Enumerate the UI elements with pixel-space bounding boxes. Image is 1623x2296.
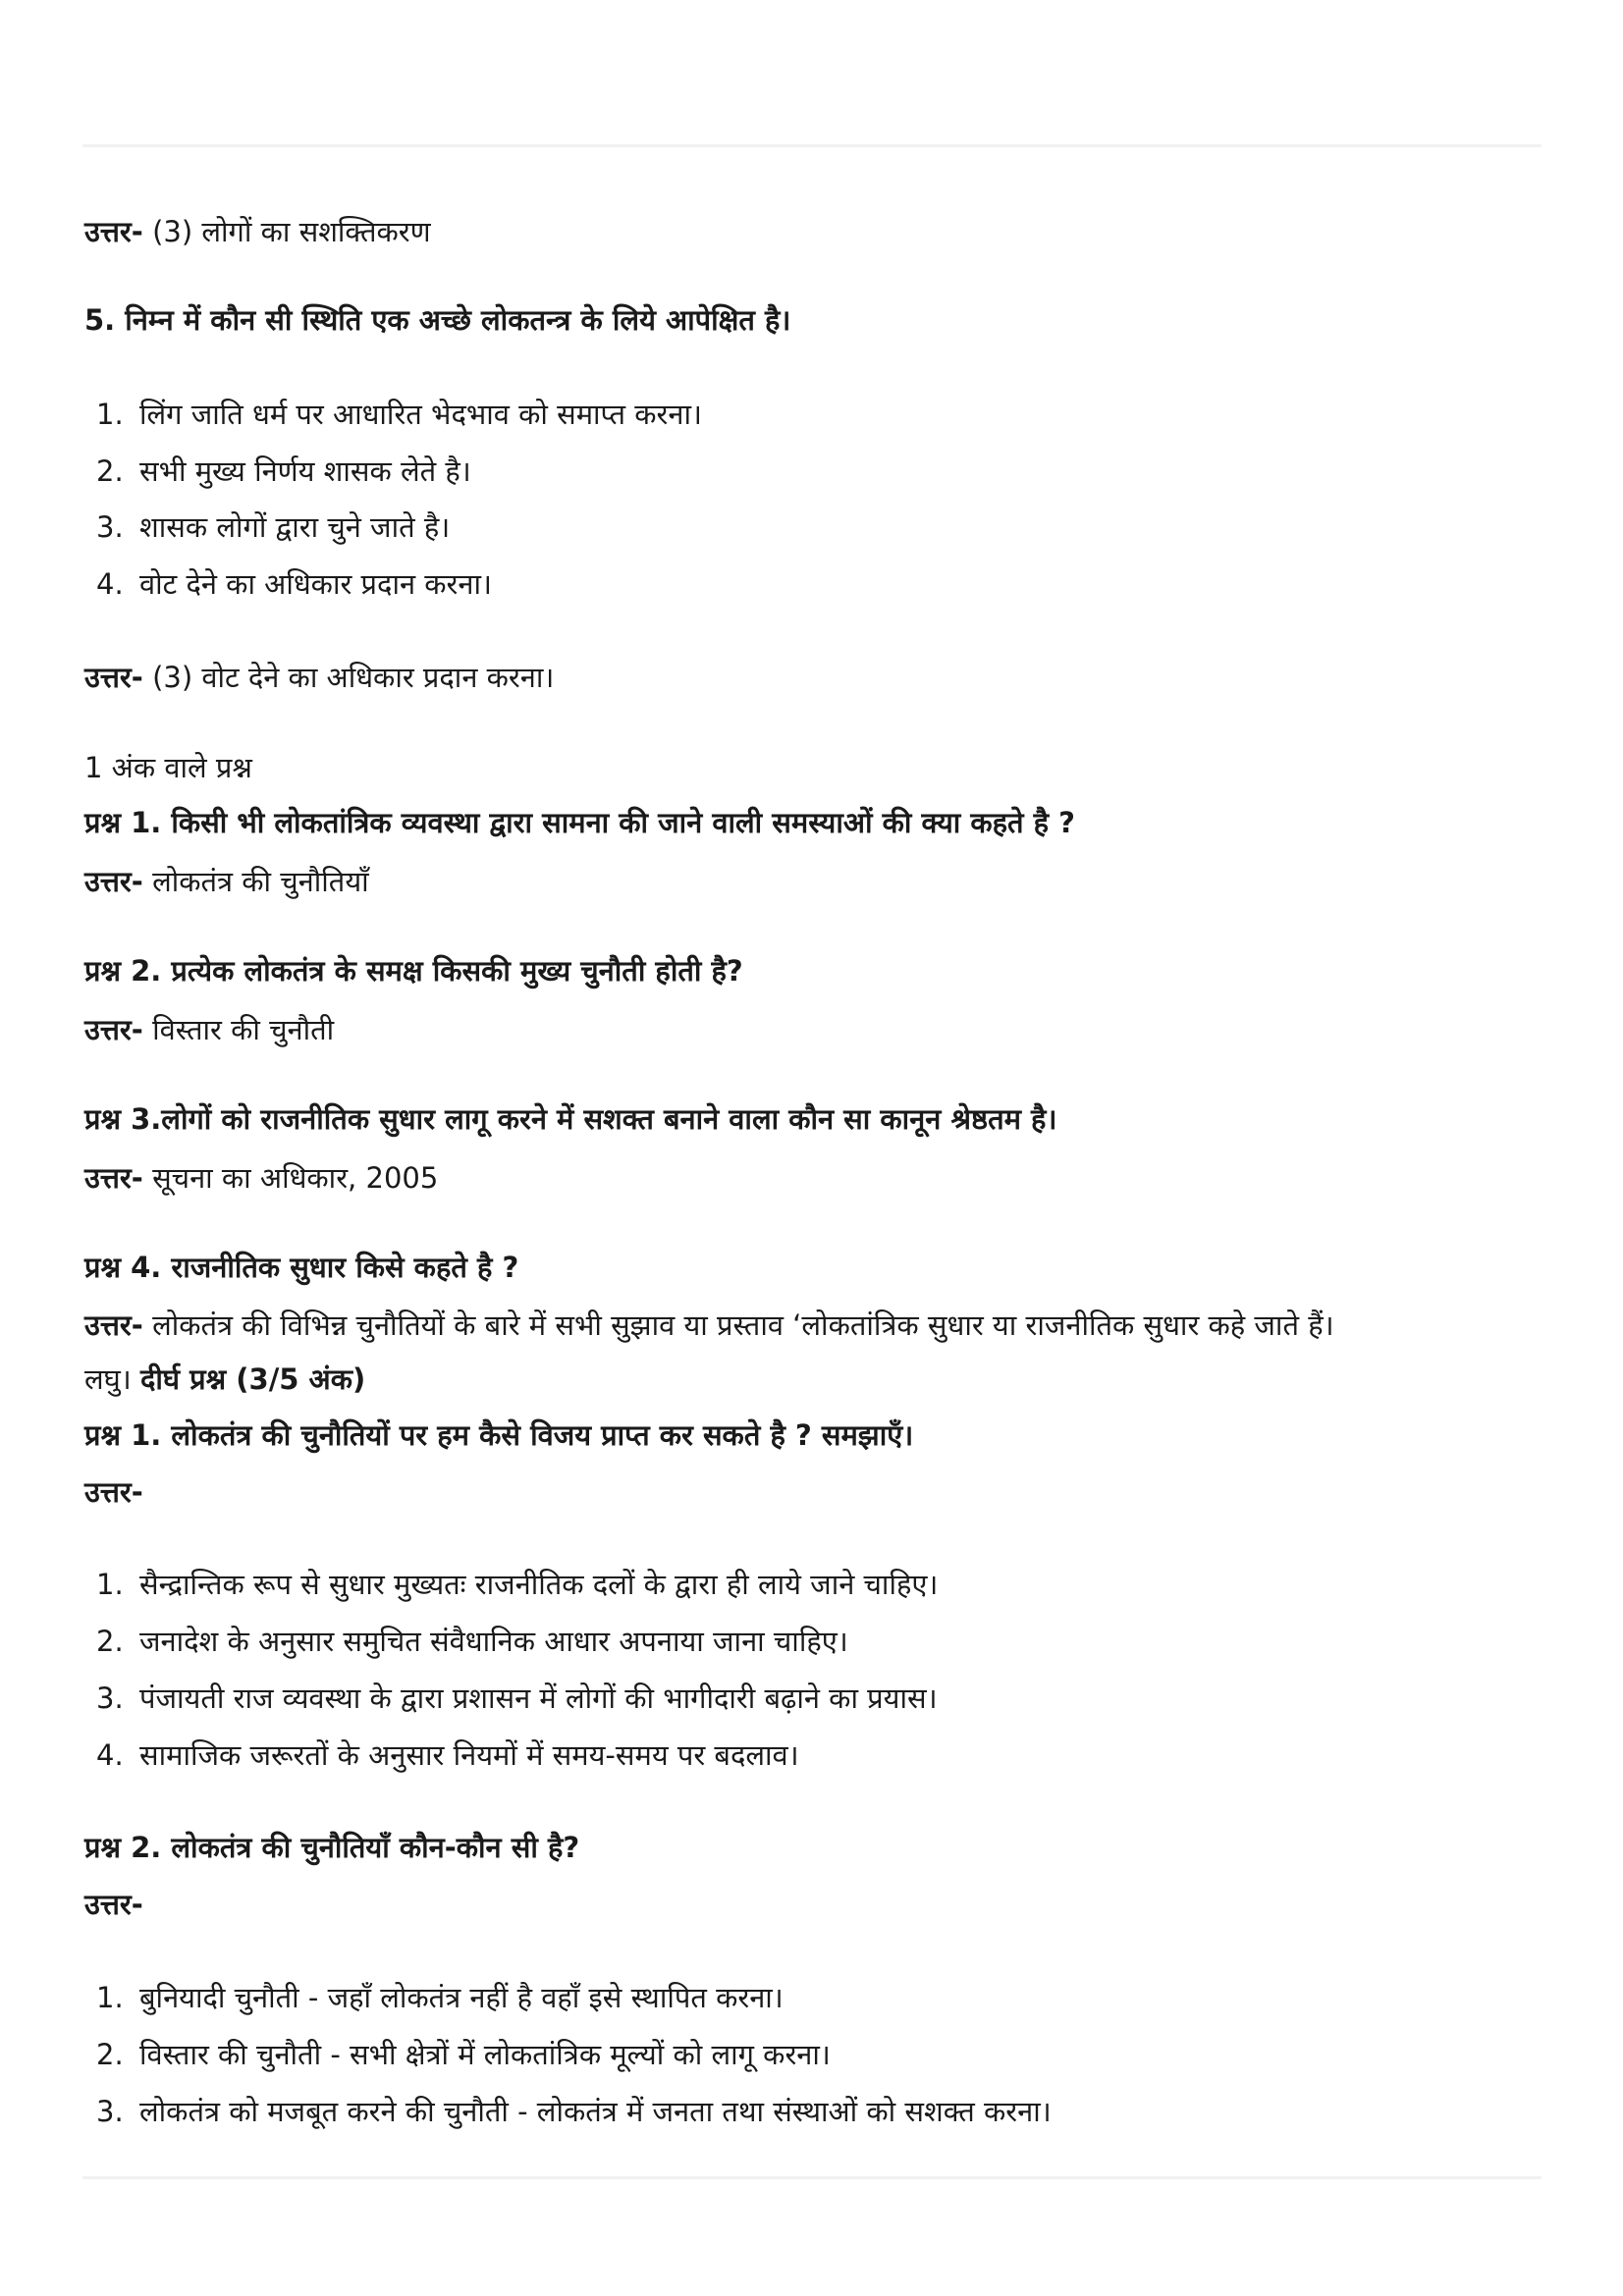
long-q1-item-1 <box>96 1565 938 1604</box>
q5-option-2 <box>96 452 471 491</box>
answer-line-prev <box>84 212 431 251</box>
list-text: लिंग जाति धर्म पर आधारित भेदभाव को समाप्त करना। <box>139 398 702 431</box>
one-mark-a4 <box>84 1306 1334 1345</box>
long-q1-item-2 <box>96 1622 848 1661</box>
answer-text: (3) वोट देने का अधिकार प्रदान करना। <box>152 661 555 694</box>
list-text: शासक लोगों द्वारा चुने जाते है। <box>139 510 451 544</box>
long-q2: प्रश्न 2. लोकतंत्र की चुनौतियाँ कौन-कौन सी है? <box>84 1831 580 1864</box>
one-mark-q1: प्रश्न 1. किसी भी लोकतांत्रिक व्यवस्था द्वारा सामना की जाने वाली समस्याओं की क्या कहते है ? <box>84 806 1076 839</box>
answer-label: उत्तर- <box>84 1161 143 1195</box>
one-mark-q3: प्रश्न 3.लोगों को राजनीतिक सुधार लागू करने में सशक्त बनाने वाला कौन सा कानून श्रेष्ठतम है। <box>84 1102 1057 1136</box>
answer-text: लोकतंत्र की विभिन्न चुनौतियों के बारे में सभी सुझाव या प्रस्ताव ‘लोकतांत्रिक सुधार या राजनीतिक सुधार कहे जाते हैं। <box>152 1308 1334 1342</box>
long-a1-label: उत्तर- <box>84 1475 143 1509</box>
q5-answer <box>84 658 554 697</box>
answer-text: विस्तार की चुनौती <box>152 1013 335 1046</box>
list-number: 1. <box>96 1568 124 1601</box>
list-number: 3. <box>96 1682 124 1715</box>
list-text: जनादेश के अनुसार समुचित संवैधानिक आधार अपनाया जाना चाहिए। <box>139 1625 848 1658</box>
list-text: सभी मुख्य निर्णय शासक लेते है। <box>139 454 471 488</box>
answer-label: उत्तर- <box>84 1308 143 1342</box>
list-number: 2. <box>96 454 124 488</box>
answer-label: उत्तर- <box>84 215 143 248</box>
list-text: पंजायती राज व्यवस्था के द्वारा प्रशासन में लोगों की भागीदारी बढ़ाने का प्रयास। <box>139 1682 938 1715</box>
q5-question: 5. निम्न में कौन सी स्थिति एक अच्छे लोकतन्त्र के लिये आपेक्षित है। <box>84 303 791 337</box>
one-mark-a1 <box>84 862 369 901</box>
list-text: बुनियादी चुनौती - जहाँ लोकतंत्र नहीं है वहाँ इसे स्थापित करना। <box>139 1981 784 2014</box>
q5-option-3 <box>96 507 450 547</box>
one-mark-a3 <box>84 1158 438 1198</box>
list-text: लोकतंत्र को मजबूत करने की चुनौती - लोकतंत्र में जनता तथा संस्थाओं को सशक्त करना। <box>139 2095 1052 2128</box>
q5-option-4 <box>96 564 492 604</box>
long-q2-item-1 <box>96 1978 784 2017</box>
long-heading-bold: दीर्घ प्रश्न (3/5 अंक) <box>140 1362 366 1396</box>
list-number: 1. <box>96 1981 124 2014</box>
long-q1-item-4 <box>96 1735 799 1775</box>
list-number: 4. <box>96 567 124 601</box>
long-q1: प्रश्न 1. लोकतंत्र की चुनौतियों पर हम कैसे विजय प्राप्त कर सकते है ? समझाएँ। <box>84 1418 914 1452</box>
top-divider <box>82 144 1542 147</box>
list-number: 4. <box>96 1738 124 1772</box>
one-mark-q4: प्रश्न 4. राजनीतिक सुधार किसे कहते है ? <box>84 1251 519 1284</box>
one-mark-heading: 1 अंक वाले प्रश्न <box>84 751 252 784</box>
long-heading <box>84 1360 365 1399</box>
list-text: वोट देने का अधिकार प्रदान करना। <box>139 567 493 601</box>
list-text: विस्तार की चुनौती - सभी क्षेत्रों में लोकतांत्रिक मूल्यों को लागू करना। <box>139 2038 831 2071</box>
list-text: सैन्द्रान्तिक रूप से सुधार मुख्यतः राजनीतिक दलों के द्वारा ही लाये जाने चाहिए। <box>139 1568 939 1601</box>
one-mark-q2: प्रश्न 2. प्रत्येक लोकतंत्र के समक्ष किसकी मुख्य चुनौती होती है? <box>84 954 743 988</box>
long-q2-item-2 <box>96 2035 831 2074</box>
q5-option-1 <box>96 395 702 434</box>
bottom-divider <box>82 2176 1542 2179</box>
list-number: 2. <box>96 2038 124 2071</box>
answer-label: उत्तर- <box>84 661 143 694</box>
long-q2-item-3 <box>96 2092 1052 2131</box>
long-heading-normal: लघु। <box>84 1362 132 1396</box>
list-number: 2. <box>96 1625 124 1658</box>
list-number: 3. <box>96 510 124 544</box>
answer-label: उत्तर- <box>84 865 143 898</box>
answer-text: सूचना का अधिकार, 2005 <box>152 1161 439 1195</box>
long-q1-item-3 <box>96 1679 938 1718</box>
list-text: सामाजिक जरूरतों के अनुसार नियमों में समय-समय पर बदलाव। <box>139 1738 799 1772</box>
answer-text: लोकतंत्र की चुनौतियाँ <box>152 865 369 898</box>
long-a2-label: उत्तर- <box>84 1888 143 1921</box>
one-mark-a2 <box>84 1010 334 1049</box>
list-number: 1. <box>96 398 124 431</box>
answer-label: उत्तर- <box>84 1013 143 1046</box>
list-number: 3. <box>96 2095 124 2128</box>
answer-text: (3) लोगों का सशक्तिकरण <box>152 215 431 248</box>
